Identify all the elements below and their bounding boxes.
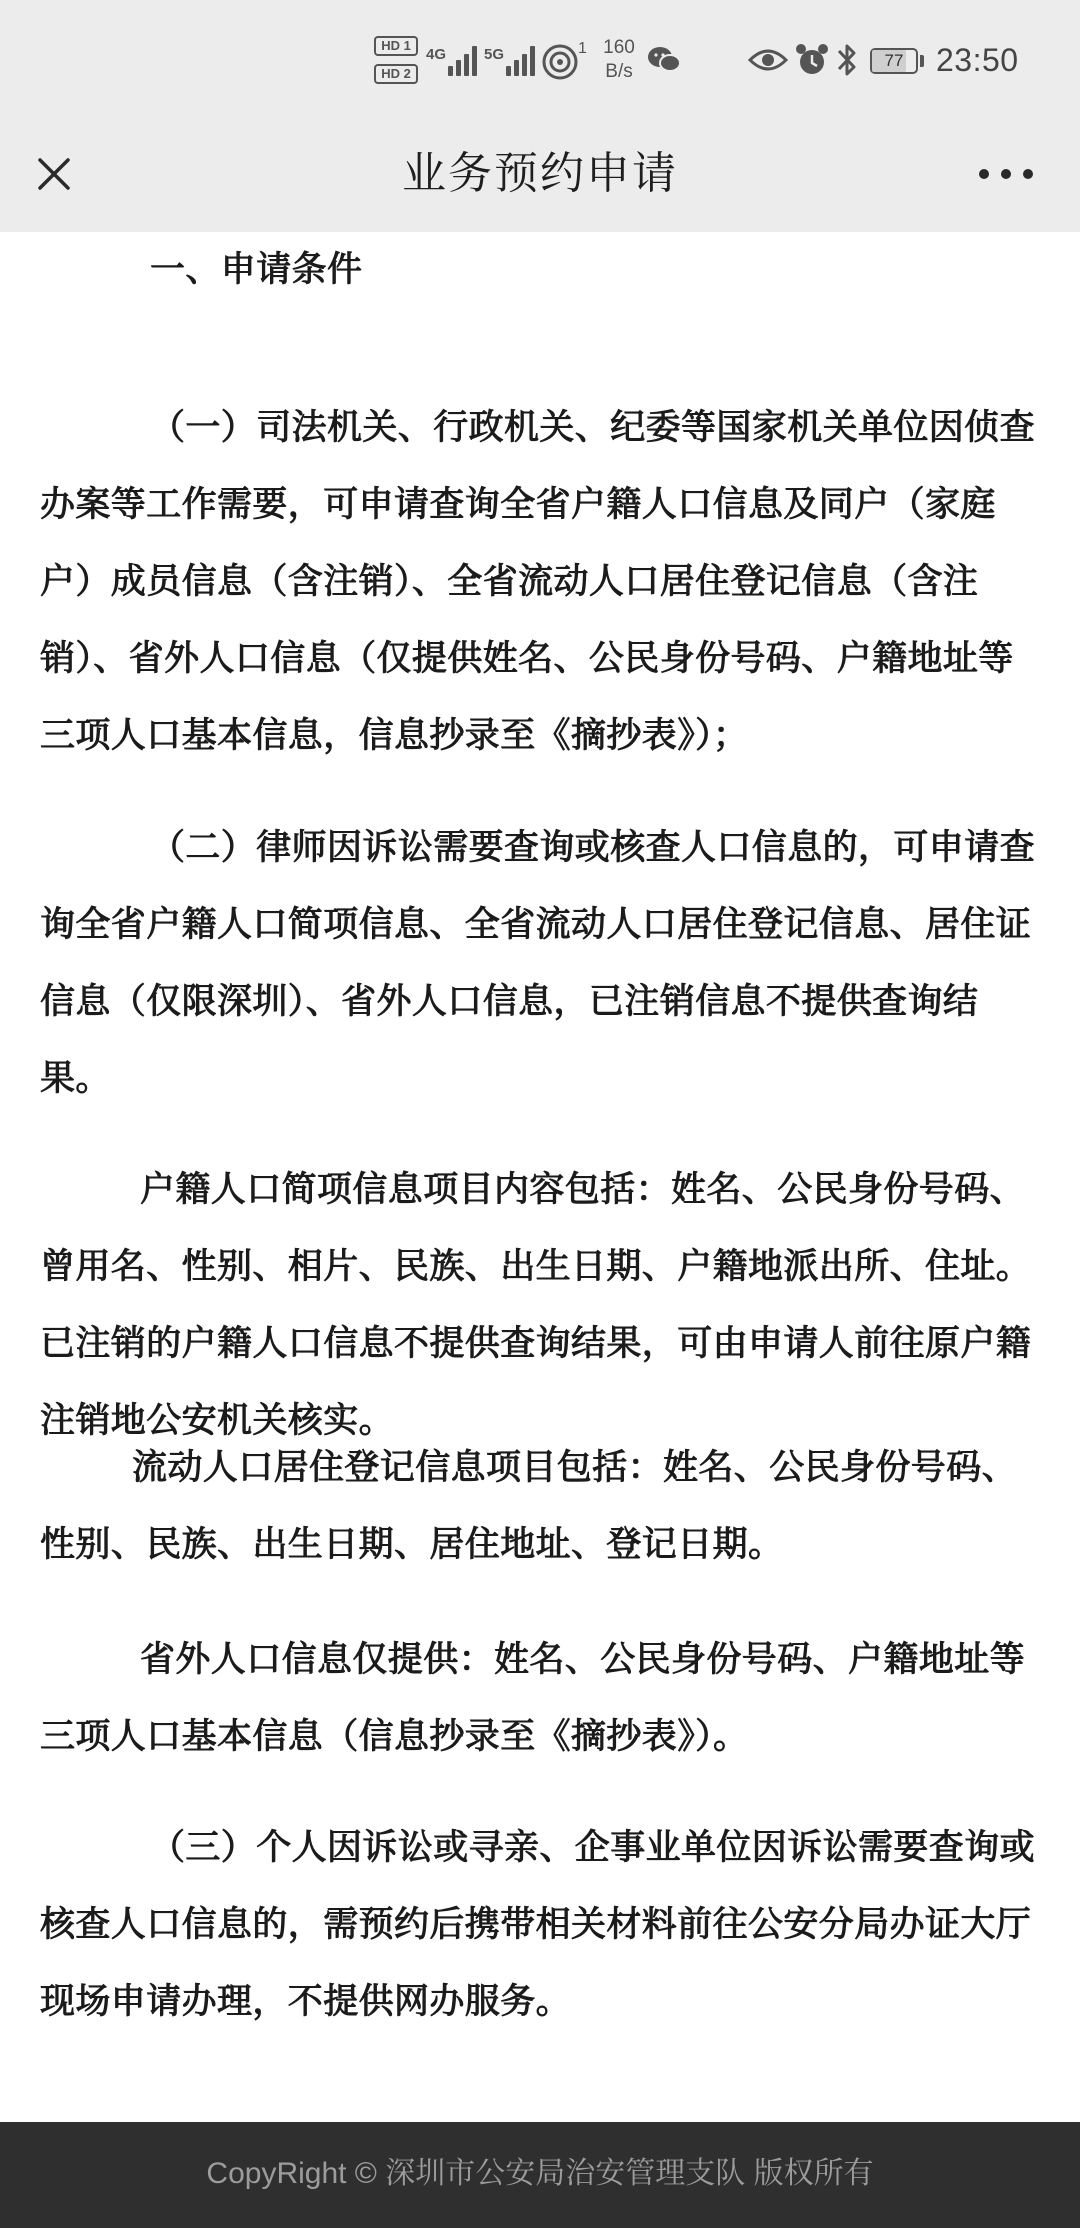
sim1-network-label: 4G	[426, 46, 447, 63]
hd2-badge-icon: HD 2	[374, 64, 418, 84]
net-speed	[594, 36, 644, 84]
sim2-network-label: 5G	[484, 46, 505, 63]
copyright-text: CopyRight © 深圳市公安局治安管理支队 版权所有	[206, 2157, 874, 2190]
page-title: 业务预约申请	[402, 148, 678, 199]
battery-icon	[870, 48, 918, 74]
alarm-icon	[794, 42, 830, 78]
status-time: 23:50	[936, 42, 1019, 78]
bluetooth-icon	[834, 40, 860, 80]
eye-icon	[748, 46, 788, 74]
net-speed-value: 160	[603, 37, 635, 58]
paragraph-condition-2: （二）律师因诉讼需要查询或核查人口信息的，可申请查询全省户籍人口简项信息、全省流动人口居住登记信息、居住证信息（仅限深圳）、省外人口信息，已注销信息不提供查询结果。	[40, 828, 1036, 1099]
paragraph-condition-1: （一）司法机关、行政机关、纪委等国家机关单位因侦查办案等工作需要，可申请查询全省户籍人口信息及同户（家庭户）成员信息（含注销）、全省流动人口居住登记信息（含注销）、省外人口信息（仅提供姓名、公民身份号码、户籍地址等三项人口基本信息，信息抄录至《摘抄表》）；	[40, 408, 1036, 756]
sim1-signal	[426, 40, 488, 80]
article-content	[0, 232, 1080, 2122]
hd1-badge-icon: HD 1	[374, 36, 418, 56]
footer	[0, 2122, 1080, 2228]
sim2-signal	[484, 40, 546, 80]
signal-icon	[448, 44, 484, 76]
wechat-icon	[646, 44, 682, 76]
paragraph-floating-population: 流动人口居住登记信息项目包括：姓名、公民身份号码、性别、民族、出生日期、居住地址、登记日期。	[40, 1448, 1018, 1565]
hd-badges	[374, 36, 420, 92]
section-heading: 一、申请条件	[150, 250, 363, 290]
paragraph-household-info: 户籍人口简项信息项目内容包括：姓名、公民身份号码、曾用名、性别、相片、民族、出生日期、户籍地派出所、住址。已注销的户籍人口信息不提供查询结果，可由申请人前往原户籍注销地公安机关核实。	[40, 1170, 1032, 1441]
wifi-icon	[540, 40, 580, 80]
more-icon[interactable]	[968, 146, 1044, 202]
nav-bar	[0, 128, 1080, 232]
status-bar	[0, 0, 1080, 128]
signal-icon	[506, 44, 542, 76]
battery-level: 77	[884, 51, 904, 70]
battery-tip	[920, 55, 924, 67]
hotspot-count: 1	[578, 40, 587, 57]
paragraph-condition-3: （三）个人因诉讼或寻亲、企事业单位因诉讼需要查询或核查人口信息的，需预约后携带相关材料前往公安分局办证大厅现场申请办理，不提供网办服务。	[40, 1828, 1036, 2022]
net-speed-unit: B/s	[605, 61, 633, 82]
paragraph-out-of-province: 省外人口信息仅提供：姓名、公民身份号码、户籍地址等三项人口基本信息（信息抄录至《摘抄表》）。	[40, 1640, 1026, 1757]
